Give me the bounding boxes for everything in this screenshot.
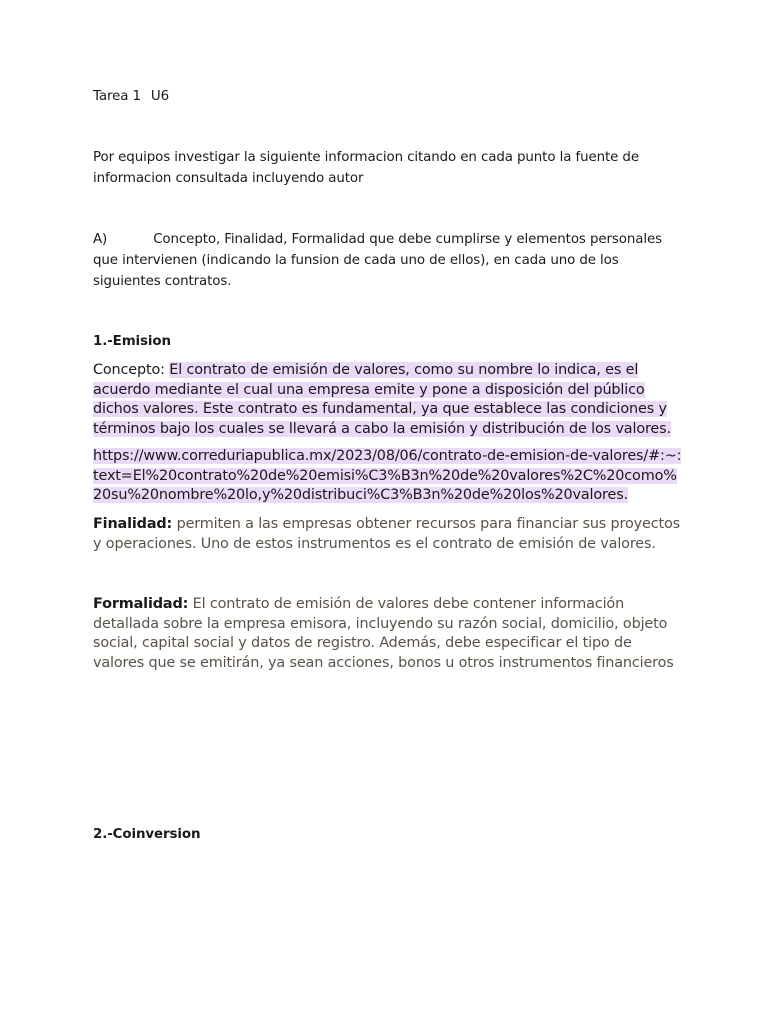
item-a-text: Concepto, Finalidad, Formalidad que debe cumplirse y elementos personales que intervienen (indicando la funsion de cada uno de ellos), en cada uno de los siguientes contratos. xyxy=(93,232,663,289)
concept-paragraph xyxy=(93,361,683,439)
formality-paragraph xyxy=(93,595,683,673)
unit-label: U6 xyxy=(150,89,170,104)
source-link[interactable]: https://www.correduriapublica.mx/2023/08/06/contrato-de-emision-de-valores/#:~:text=El%20contrato%20de%20emisi%C3%B3n%20de%20valores%2C%20como%20su%20nombre%20lo,y%20distribuci%C3%B3n%20de%20los%20valores. xyxy=(93,448,682,503)
task-label: Tarea 1 xyxy=(93,89,141,104)
purpose-text: permiten a las empresas obtener recursos para financiar sus proyectos y operaciones. Uno de estos instrumentos es el contrato de emisión de valores. xyxy=(93,516,680,552)
section-1-heading: 1.-Emision xyxy=(93,334,171,349)
section-2-heading: 2.-Coinversion xyxy=(93,827,201,842)
concept-text: El contrato de emisión de valores, como su nombre lo indica, es el acuerdo mediante el cual una empresa emite y pone a disposición del público dichos valores. Este contrato es fundamental, ya que establece las condiciones y términos bajo los cuales se llevará a cabo la emisión y distribución de los valores. xyxy=(93,362,671,437)
instructions-paragraph: Por equipos investigar la siguiente informacion citando en cada punto la fuente de informacion consultada incluyendo autor xyxy=(93,150,639,186)
formality-text: El contrato de emisión de valores debe contener información detallada sobre la empresa emisora, incluyendo su razón social, domicilio, objeto social, capital social y datos de registro. Además, debe especificar el tipo de valores que se emitirán, ya sean acciones, bonos u otros instrumentos financieros xyxy=(93,596,674,671)
purpose-label: Finalidad: xyxy=(93,516,173,532)
purpose-paragraph xyxy=(93,515,683,554)
item-a-marker: A) xyxy=(93,232,108,247)
item-a-paragraph xyxy=(93,229,683,292)
formality-label: Formalidad: xyxy=(93,596,189,612)
source-paragraph xyxy=(93,447,683,506)
concept-label: Concepto: xyxy=(93,362,165,378)
task-title xyxy=(93,86,683,107)
